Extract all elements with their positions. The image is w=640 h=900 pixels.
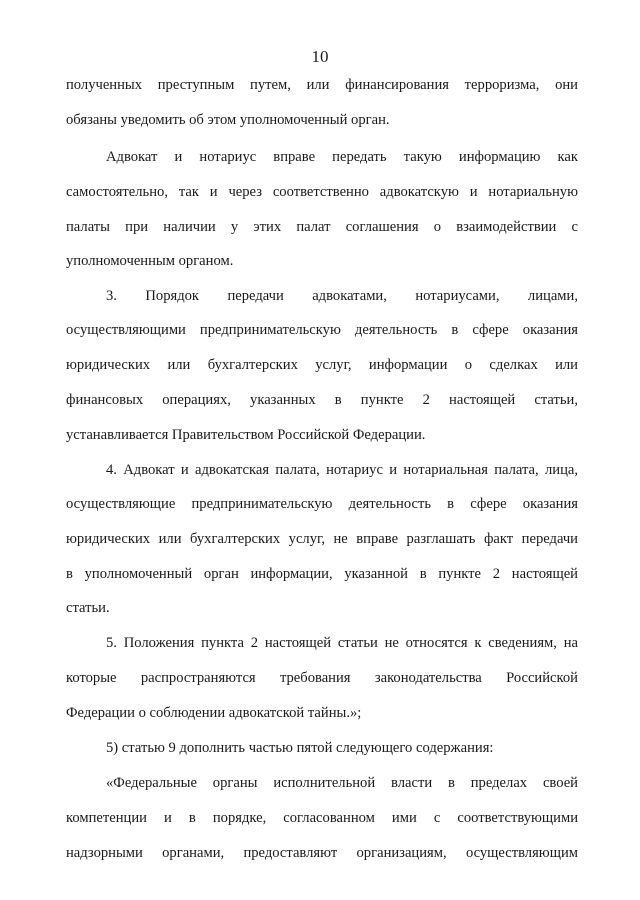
text-line: 4. Адвокат и адвокатская палата, нотариус и нотариальная палата, лица,	[106, 462, 578, 478]
text-line: палаты при наличии у этих палат соглашения о взаимодействии с	[66, 219, 578, 235]
text-line: надзорными органами, предоставляют организациям, осуществляющим	[66, 845, 578, 861]
text-line: финансовых операциях, указанных в пункте 2 настоящей статьи,	[66, 392, 578, 408]
text-line: в уполномоченный орган информации, указанной в пункте 2 настоящей	[66, 566, 578, 582]
page-number: 10	[311, 47, 329, 66]
text-line: юридических или бухгалтерских услуг, не вправе разглашать факт передачи	[66, 531, 578, 547]
text-line: статьи.	[66, 600, 110, 616]
text-line: осуществляющими предпринимательскую деятельность в сфере оказания	[66, 322, 578, 338]
text-line: устанавливается Правительством Российской Федерации.	[66, 427, 426, 443]
text-line: обязаны уведомить об этом уполномоченный орган.	[66, 112, 390, 128]
text-line: которые распространяются требования законодательства Российской	[66, 670, 578, 686]
text-line: уполномоченным органом.	[66, 253, 234, 269]
text-line: «Федеральные органы исполнительной власти в пределах своей	[106, 775, 578, 791]
text-line: Адвокат и нотариус вправе передать такую информацию как	[106, 149, 578, 165]
text-line: юридических или бухгалтерских услуг, информации о сделках или	[66, 357, 578, 373]
text-line: самостоятельно, так и через соответственно адвокатскую и нотариальную	[66, 184, 578, 200]
text-line: 5) статью 9 дополнить частью пятой следующего содержания:	[106, 740, 494, 756]
text-line: 3. Порядок передачи адвокатами, нотариусами, лицами,	[106, 288, 578, 304]
text-line: 5. Положения пункта 2 настоящей статьи не относятся к сведениям, на	[106, 635, 578, 651]
text-line: осуществляющие предпринимательскую деятельность в сфере оказания	[66, 496, 578, 512]
text-line: Федерации о соблюдении адвокатской тайны.»;	[66, 705, 362, 721]
text-line: компетенции и в порядке, согласованном ими с соответствующими	[66, 810, 578, 826]
text-line: полученных преступным путем, или финансирования терроризма, они	[66, 77, 578, 93]
